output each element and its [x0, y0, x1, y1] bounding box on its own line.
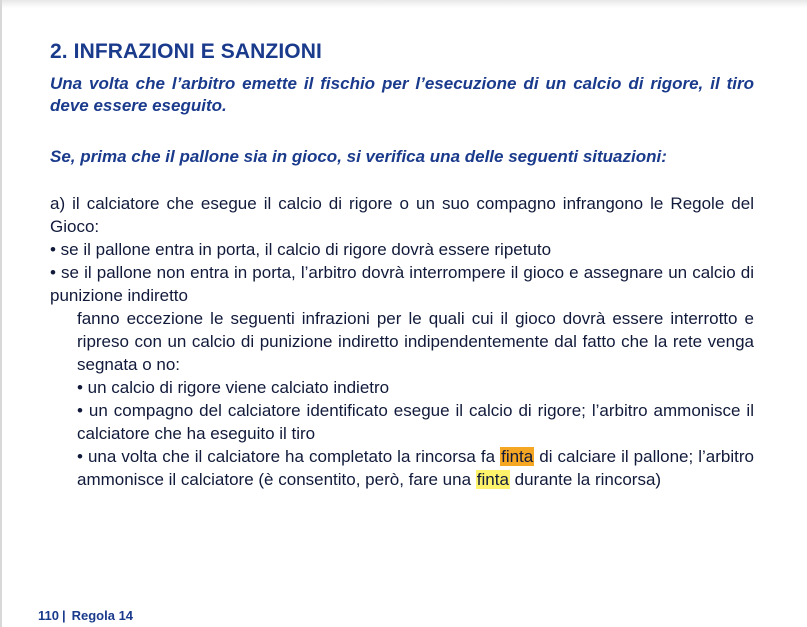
footer-section: Regola 14: [71, 608, 134, 623]
exceptions-intro: fanno eccezione le seguenti infrazioni per le quali cui il gioco dovrà essere interrotto e ripreso con un calcio di punizione indiretto indipendentemente dal fatto che la rete venga segnata o no:: [77, 309, 754, 374]
page-footer: [38, 608, 133, 623]
list-item-highlighted: [77, 445, 754, 491]
highlight-yellow[interactable]: finta: [476, 470, 509, 489]
text-span: • una volta che il calciatore ha completato la rincorsa fa: [77, 447, 501, 466]
item-a: a) il calciatore che esegue il calcio di rigore o un suo compagno infrangono le Regole del Gioco:: [50, 194, 754, 236]
list-item: • un compagno del calciatore identificato esegue il calcio di rigore; l’arbitro ammonisce il calciatore che ha eseguito il tiro: [77, 401, 754, 443]
page-number: 110: [38, 608, 59, 623]
body-text: [50, 192, 754, 491]
footer-separator: |: [61, 608, 66, 623]
list-item: • se il pallone non entra in porta, l’arbitro dovrà interrompere il gioco e assegnare un calcio di punizione indiretto: [50, 263, 754, 305]
page-edge: [0, 0, 807, 8]
list-item: • un calcio di rigore viene calciato indietro: [77, 378, 390, 397]
text-span: durante la rincorsa): [509, 470, 662, 489]
list-item: • se il pallone entra in porta, il calcio di rigore dovrà essere ripetuto: [50, 240, 552, 259]
highlight-orange[interactable]: finta: [501, 447, 534, 466]
text-span: di calciare il pallone; l’arbitro ammonisce il calciatore (è consentito, però, fare una: [77, 447, 754, 489]
situations-intro: Se, prima che il pallone sia in gioco, si verifica una delle seguenti situazioni:: [50, 147, 667, 166]
intro-paragraph: Una volta che l’arbitro emette il fischio per l’esecuzione di un calcio di rigore, il tiro deve essere eseguito.: [50, 74, 754, 115]
section-heading: 2. INFRAZIONI E SANZIONI: [50, 40, 322, 63]
page-edge-left: [0, 0, 2, 627]
exceptions-block: [77, 307, 754, 491]
